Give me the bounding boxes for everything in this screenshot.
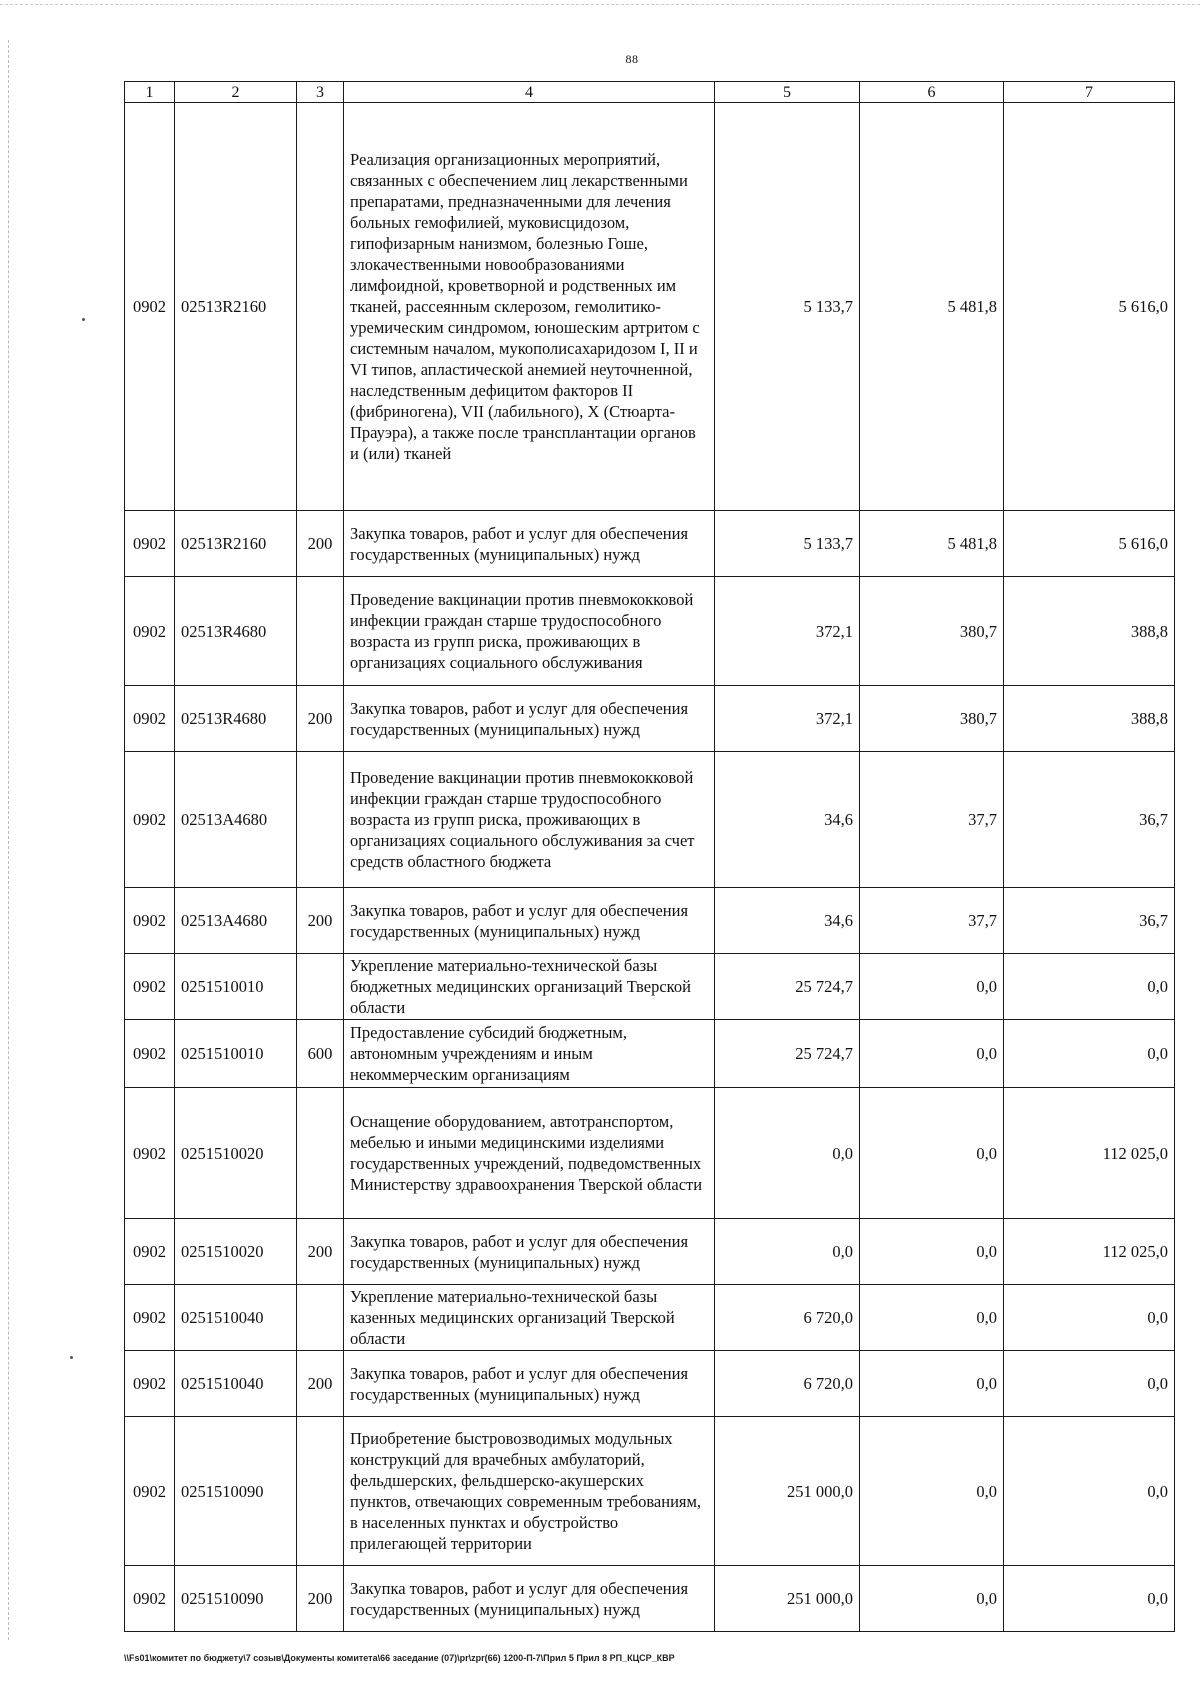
amount-col6: 0,0 [860,1351,1004,1417]
section-code: 0902 [125,1285,175,1351]
scan-artifact-left-line [8,40,9,1640]
amount-col7: 5 616,0 [1004,511,1175,577]
section-code: 0902 [125,577,175,686]
expense-type-code [297,1417,344,1566]
expense-type-code [297,103,344,511]
item-name: Приобретение быстровозводимых модульных конструкций для врачебных амбулаторий, фельдшерских, фельдшерско-акушерских пунктов, отвечающих современным требованиям, в населенных пунктах и обустройство прилегающей территории [344,1417,715,1566]
amount-col5: 34,6 [715,752,860,888]
table-row [125,888,1175,954]
target-article-code: 02513R4680 [175,577,297,686]
amount-col6: 37,7 [860,752,1004,888]
amount-col6: 0,0 [860,1219,1004,1285]
table-row [125,954,1175,1020]
table-row [125,1020,1175,1088]
amount-col7: 0,0 [1004,1351,1175,1417]
expense-type-code [297,752,344,888]
target-article-code: 0251510090 [175,1417,297,1566]
section-code: 0902 [125,1020,175,1088]
expense-type-code: 600 [297,1020,344,1088]
target-article-code: 02513А4680 [175,888,297,954]
target-article-code: 0251510010 [175,1020,297,1088]
amount-col7: 36,7 [1004,888,1175,954]
amount-col7: 388,8 [1004,577,1175,686]
amount-col6: 0,0 [860,1088,1004,1219]
amount-col5: 372,1 [715,577,860,686]
item-name: Оснащение оборудованием, автотранспортом, мебелью и иными медицинскими изделиями государственных учреждений, подведомственных Министерству здравоохранения Тверской области [344,1088,715,1219]
amount-col5: 6 720,0 [715,1351,860,1417]
table-row [125,1417,1175,1566]
table-row [125,1219,1175,1285]
amount-col6: 0,0 [860,1417,1004,1566]
target-article-code: 0251510090 [175,1566,297,1632]
amount-col6: 37,7 [860,888,1004,954]
scan-artifact-dot [70,1356,73,1359]
amount-col7: 112 025,0 [1004,1219,1175,1285]
amount-col7: 0,0 [1004,1417,1175,1566]
amount-col7: 36,7 [1004,752,1175,888]
column-header: 7 [1004,82,1175,103]
item-name: Проведение вакцинации против пневмококковой инфекции граждан старше трудоспособного возраста из групп риска, проживающих в организациях социального обслуживания [344,577,715,686]
item-name: Закупка товаров, работ и услуг для обеспечения государственных (муниципальных) нужд [344,1219,715,1285]
column-header: 4 [344,82,715,103]
amount-col6: 5 481,8 [860,103,1004,511]
target-article-code: 0251510040 [175,1285,297,1351]
expense-type-code [297,577,344,686]
expense-type-code: 200 [297,888,344,954]
header-row [125,82,1175,103]
expense-type-code: 200 [297,1351,344,1417]
table-row [125,511,1175,577]
target-article-code: 0251510020 [175,1088,297,1219]
table-row [125,1285,1175,1351]
target-article-code: 0251510020 [175,1219,297,1285]
amount-col7: 0,0 [1004,1020,1175,1088]
section-code: 0902 [125,686,175,752]
column-header: 5 [715,82,860,103]
expense-type-code: 200 [297,1219,344,1285]
amount-col5: 251 000,0 [715,1566,860,1632]
section-code: 0902 [125,954,175,1020]
amount-col6: 0,0 [860,1566,1004,1632]
expense-type-code [297,954,344,1020]
target-article-code: 02513R4680 [175,686,297,752]
table-row [125,1088,1175,1219]
expense-type-code: 200 [297,1566,344,1632]
section-code: 0902 [125,1351,175,1417]
target-article-code: 0251510040 [175,1351,297,1417]
column-header: 3 [297,82,344,103]
amount-col5: 6 720,0 [715,1285,860,1351]
amount-col6: 380,7 [860,577,1004,686]
column-header: 2 [175,82,297,103]
section-code: 0902 [125,103,175,511]
section-code: 0902 [125,1088,175,1219]
column-header: 1 [125,82,175,103]
section-code: 0902 [125,1417,175,1566]
target-article-code: 02513А4680 [175,752,297,888]
page-number: 88 [625,52,639,66]
item-name: Предоставление субсидий бюджетным, автономным учреждениям и иным некоммерческим организациям [344,1020,715,1088]
target-article-code: 0251510010 [175,954,297,1020]
scan-artifact-top-line [0,4,1200,5]
item-name: Закупка товаров, работ и услуг для обеспечения государственных (муниципальных) нужд [344,686,715,752]
amount-col5: 25 724,7 [715,954,860,1020]
target-article-code: 02513R2160 [175,103,297,511]
table-row [125,1351,1175,1417]
amount-col7: 112 025,0 [1004,1088,1175,1219]
item-name: Укрепление материально-технической базы бюджетных медицинских организаций Тверской области [344,954,715,1020]
amount-col7: 0,0 [1004,1285,1175,1351]
expense-type-code: 200 [297,686,344,752]
section-code: 0902 [125,1219,175,1285]
amount-col5: 5 133,7 [715,103,860,511]
amount-col6: 0,0 [860,954,1004,1020]
item-name: Закупка товаров, работ и услуг для обеспечения государственных (муниципальных) нужд [344,1566,715,1632]
amount-col6: 5 481,8 [860,511,1004,577]
section-code: 0902 [125,1566,175,1632]
amount-col5: 372,1 [715,686,860,752]
amount-col5: 34,6 [715,888,860,954]
section-code: 0902 [125,752,175,888]
table-row [125,577,1175,686]
item-name: Реализация организационных мероприятий, связанных с обеспечением лиц лекарственными препаратами, предназначенными для лечения больных гемофилией, муковисцидозом, гипофизарным нанизмом, болезнью Гоше, злокачественными новообразованиями лимфоидной, кроветворной и родственных им тканей, рассеянным склерозом, гемолитико-уремическим синдромом, юношеским артритом с системным началом, мукополисахаридозом I, II и VI типов, апластической анемией неуточненной, наследственным дефицитом факторов II (фибриногена), VII (лабильного), X (Стюарта-Прауэра), а также после трансплантации органов и (или) тканей [344,103,715,511]
column-header: 6 [860,82,1004,103]
amount-col7: 388,8 [1004,686,1175,752]
item-name: Закупка товаров, работ и услуг для обеспечения государственных (муниципальных) нужд [344,888,715,954]
scan-artifact-dot [82,318,85,321]
amount-col5: 5 133,7 [715,511,860,577]
budget-table [124,81,1175,1632]
amount-col5: 0,0 [715,1088,860,1219]
item-name: Проведение вакцинации против пневмококковой инфекции граждан старше трудоспособного возраста из групп риска, проживающих в организациях социального обслуживания за счет средств областного бюджета [344,752,715,888]
amount-col7: 5 616,0 [1004,103,1175,511]
section-code: 0902 [125,888,175,954]
amount-col6: 380,7 [860,686,1004,752]
item-name: Укрепление материально-технической базы казенных медицинских организаций Тверской области [344,1285,715,1351]
table-row [125,1566,1175,1632]
expense-type-code [297,1285,344,1351]
expense-type-code: 200 [297,511,344,577]
item-name: Закупка товаров, работ и услуг для обеспечения государственных (муниципальных) нужд [344,1351,715,1417]
amount-col5: 25 724,7 [715,1020,860,1088]
amount-col7: 0,0 [1004,1566,1175,1632]
target-article-code: 02513R2160 [175,511,297,577]
amount-col6: 0,0 [860,1020,1004,1088]
amount-col7: 0,0 [1004,954,1175,1020]
amount-col5: 0,0 [715,1219,860,1285]
table-row [125,752,1175,888]
amount-col6: 0,0 [860,1285,1004,1351]
table-row [125,686,1175,752]
section-code: 0902 [125,511,175,577]
expense-type-code [297,1088,344,1219]
item-name: Закупка товаров, работ и услуг для обеспечения государственных (муниципальных) нужд [344,511,715,577]
file-path-footer: \\Fs01\комитет по бюджету\7 созыв\Документы комитета\66 заседание (07)\pr\zpr(66) 1200-П-7\Прил 5 Прил 8 РП_КЦСР_КВР [124,1653,675,1663]
amount-col5: 251 000,0 [715,1417,860,1566]
table-row [125,103,1175,511]
